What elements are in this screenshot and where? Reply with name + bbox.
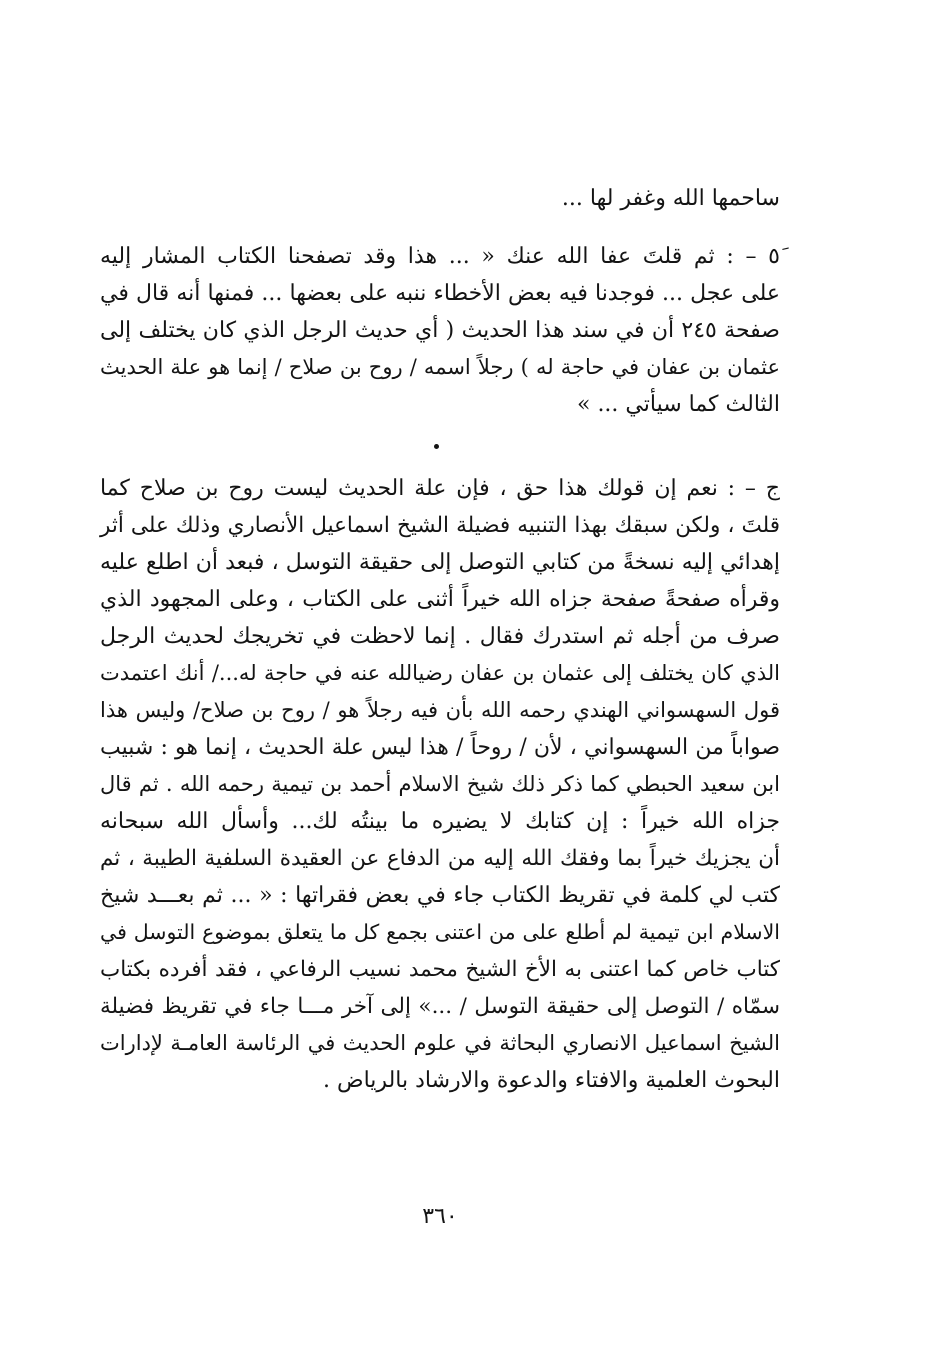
text-line: قلتَ ، ولكن سبقك بهذا التنبيه فضيلة الشيخ اسماعيل الأنصاري وذلك على أثر — [100, 513, 780, 538]
text-line: قول السهسواني الهندي رحمه الله بأن فيه رجلاً هو / روح بن صلاح/ وليس هذا — [100, 698, 780, 722]
answer-paragraph — [100, 470, 780, 1099]
text-line: جزاه الله خيراً : إن كتابك لا يضيره ما بينتُه لك... وأسأل الله سبحانه — [100, 809, 780, 834]
text-line: عثمان بن عفان في حاجة له ) رجلاً اسمه / روح بن صلاح / إنما هو علة الحديث — [100, 355, 780, 379]
question-paragraph — [100, 238, 780, 423]
text-line: صرف من أجله ثم استدرك فقال . إنما لاحظت في تخريجك لحديث الرجل — [100, 624, 780, 649]
text-line: سمّاه / التوصل إلى حقيقة التوسل / ...» إلى آخر مـــا جاء في تقريظ فضيلة — [100, 994, 780, 1019]
text-line: كتاب خاص كما اعتنى به الأخ الشيخ محمد نسيب الرفاعي ، فقد أفرده بكتاب — [100, 957, 780, 982]
text-line: أن يجزيك خيراً بما وفقك الله إليه من الدفاع عن العقيدة السلفية الطيبة ، ثم — [100, 846, 780, 871]
text-line: الذي كان يختلف إلى عثمان بن عفان رضيالله عنه في حاجة له.../ أنك اعتمدت — [100, 661, 780, 685]
text-line: البحوث العلمية والافتاء والدعوة والارشاد بالرياض . — [323, 1068, 780, 1093]
text-line: إهدائي إليه نسخةً من كتابي التوصل إلى حقيقة التوسل ، فبعد أن اطلع عليه — [100, 550, 780, 575]
text-line: الاسلام ابن تيمية لم أطلع على من اعتنى بجمع كل ما يتعلق بموضوع التوسل في — [100, 920, 780, 944]
text-line: كتب لي كلمة في تقريظ الكتاب جاء في بعض فقراتها : « ... ثم بعـــد شيخ — [100, 883, 780, 908]
intro-text — [100, 180, 780, 217]
text-line: صفحة ٢٤٥ أن في سند هذا الحديث ( أي حديث الرجل الذي كان يختلف إلى — [100, 318, 780, 343]
text-line: ابن سعيد الحبطي كما ذكر ذلك شيخ الاسلام أحمد بن تيمية رحمه الله . ثم قال — [100, 772, 780, 796]
text-line: وقرأه صفحةً صفحة جزاه الله خيراً أثنى على الكتاب ، وعلى المجهود الذي — [100, 587, 780, 612]
separator-dot — [434, 444, 439, 449]
text-line: ج – : نعم إن قولك هذا حق ، فإن علة الحديث ليست روح بن صلاح كما — [100, 476, 780, 501]
text-line: ساحمها الله وغفر لها ... — [561, 186, 780, 211]
text-line: الثالث كما سيأتي ... » — [576, 392, 780, 417]
text-line: صواباً من السهسواني ، لأن / روحاً / هذا ليس علة الحديث ، إنما هو : شبيب — [100, 735, 780, 760]
text-line: ٥َ – : ثم قلتَ عفا الله عنك « ... هذا وقد تصفحنا الكتاب المشار إليه — [100, 244, 780, 269]
text-line: الشيخ اسماعيل الانصاري البحاثة في علوم الحديث في الرئاسة العامـة لإدارات — [100, 1031, 780, 1055]
page-number: ٣٦٠ — [422, 1204, 458, 1229]
text-line: على عجل ... فوجدنا فيه بعض الأخطاء ننبه على بعضها ... فمنها أنه قال في — [100, 281, 780, 306]
